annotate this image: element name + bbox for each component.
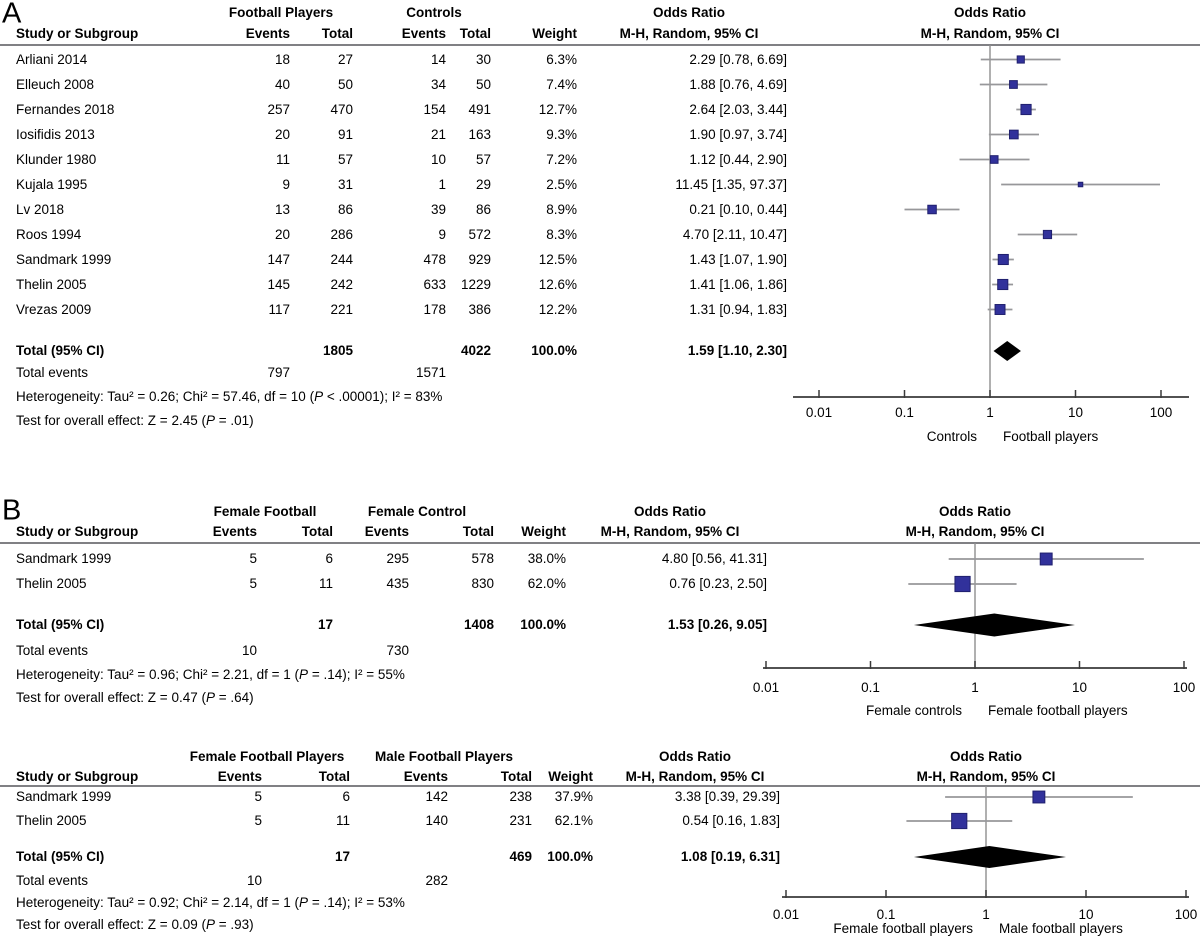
total-weight: 100.0% [520, 617, 566, 633]
col-events2-header: Events [403, 769, 448, 785]
plot-method-header: M-H, Random, 95% CI [920, 26, 1060, 42]
g2-events: 142 [425, 789, 448, 805]
effect-square [1043, 230, 1051, 238]
g1-total: 11 [318, 576, 333, 592]
col-total2-header: Total [500, 769, 532, 785]
effect-square [1040, 553, 1052, 565]
total-events-g1: 797 [267, 365, 290, 381]
heterogeneity-text: Heterogeneity: Tau² = 0.26; Chi² = 57.46, df = 10 (P < .00001); I² = 83% [16, 389, 443, 405]
group2-header: Female Control [367, 504, 467, 520]
total-label: Total (95% CI) [16, 617, 105, 633]
plot-method-header: M-H, Random, 95% CI [916, 769, 1056, 785]
study-name: Thelin 2005 [16, 276, 87, 292]
study-name: Elleuch 2008 [16, 76, 95, 92]
g1-total: 242 [330, 276, 353, 292]
weight: 8.3% [546, 226, 577, 242]
g2-events: 1 [438, 176, 446, 192]
g1-events: 5 [254, 789, 262, 805]
total-g2: 469 [509, 849, 532, 865]
weight: 37.9% [554, 789, 593, 805]
col-method-header: M-H, Random, 95% CI [600, 524, 740, 540]
axis-tick-label: 100 [1172, 680, 1196, 695]
total-weight: 100.0% [547, 849, 593, 865]
g1-events: 18 [274, 51, 290, 67]
forest-panel-b2 [0, 733, 1200, 938]
col-method-header: M-H, Random, 95% CI [625, 769, 765, 785]
col-events1-header: Events [212, 524, 257, 540]
plot-method-header: M-H, Random, 95% CI [905, 524, 1045, 540]
g1-total: 11 [335, 813, 350, 829]
forest-panel-b1 [0, 490, 1200, 720]
col-total1-header: Total [318, 769, 350, 785]
g2-total: 491 [468, 101, 491, 117]
g1-total: 470 [330, 101, 353, 117]
header-rule [0, 785, 1200, 787]
effect-square [1010, 81, 1018, 89]
or-ci-text: 4.80 [0.56, 41.31] [661, 551, 767, 567]
axis-label-right: Female football players [988, 703, 1128, 718]
col-events1-header: Events [217, 769, 262, 785]
g2-total: 929 [468, 251, 491, 267]
g2-total: 50 [475, 76, 491, 92]
study-name: Roos 1994 [16, 226, 82, 242]
weight: 62.0% [527, 576, 566, 592]
or-ci-text: 1.31 [0.94, 1.83] [689, 301, 787, 317]
col-events2-header: Events [401, 26, 446, 42]
g2-total: 163 [468, 126, 491, 142]
weight: 2.5% [546, 176, 577, 192]
axis-tick-label: 1 [986, 405, 994, 420]
heterogeneity-text: Heterogeneity: Tau² = 0.92; Chi² = 2.14, df = 1 (P = .14); I² = 53% [16, 895, 405, 911]
g1-total: 31 [337, 176, 353, 192]
g1-events: 117 [268, 301, 290, 317]
col-study-header: Study or Subgroup [16, 26, 139, 42]
or-ci-text: 1.41 [1.06, 1.86] [689, 276, 787, 292]
total-events-label: Total events [16, 365, 89, 381]
or-ci-text: 0.21 [0.10, 0.44] [689, 201, 787, 217]
total-diamond [914, 846, 1066, 868]
study-name: Klunder 1980 [16, 151, 97, 167]
total-or-ci-text: 1.59 [1.10, 2.30] [687, 343, 787, 359]
axis-tick-label: 10 [1078, 907, 1094, 922]
total-g1: 17 [317, 617, 333, 633]
g2-events: 39 [430, 201, 446, 217]
col-method-header: M-H, Random, 95% CI [619, 26, 759, 42]
g2-total: 86 [475, 201, 491, 217]
g1-events: 5 [249, 551, 257, 567]
g2-events: 435 [386, 576, 409, 592]
g2-events: 295 [386, 551, 409, 567]
g2-total: 386 [468, 301, 491, 317]
weight: 12.5% [538, 251, 577, 267]
g2-total: 231 [509, 813, 532, 829]
axis-tick-label: 0.1 [895, 405, 914, 420]
or-ci-text: 2.29 [0.78, 6.69] [689, 51, 787, 67]
study-name: Kujala 1995 [16, 176, 88, 192]
weight: 12.2% [538, 301, 577, 317]
axis-label-left: Female controls [865, 703, 962, 718]
col-events1-header: Events [245, 26, 290, 42]
col-total2-header: Total [462, 524, 494, 540]
effect-square [998, 254, 1008, 264]
g2-events: 140 [425, 813, 448, 829]
col-weight-header: Weight [521, 524, 566, 540]
g1-events: 11 [275, 151, 290, 167]
g1-events: 5 [249, 576, 257, 592]
or-ci-text: 0.54 [0.16, 1.83] [682, 813, 780, 829]
total-weight: 100.0% [531, 343, 577, 359]
weight: 7.2% [546, 151, 577, 167]
g2-events: 14 [430, 51, 446, 67]
study-name: Sandmark 1999 [16, 789, 112, 805]
odds-ratio-header: Odds Ratio [633, 504, 707, 520]
total-label: Total (95% CI) [16, 849, 105, 865]
total-diamond [994, 341, 1021, 361]
effect-square [1021, 104, 1031, 114]
group1-header: Football Players [228, 5, 334, 21]
forest-panel-a [0, 0, 1200, 462]
axis-label-left: Controls [926, 429, 977, 444]
axis-tick-label: 0.01 [805, 405, 833, 420]
or-ci-text: 1.88 [0.76, 4.69] [689, 76, 787, 92]
col-total1-header: Total [301, 524, 333, 540]
g1-events: 20 [274, 126, 290, 142]
g1-total: 221 [330, 301, 353, 317]
total-diamond [914, 614, 1075, 637]
or-ci-text: 2.64 [2.03, 3.44] [689, 101, 787, 117]
plot-odds-ratio-header: Odds Ratio [938, 504, 1012, 520]
g1-events: 9 [282, 176, 290, 192]
axis-label-left: Female football players [833, 921, 973, 936]
total-events-g2: 730 [386, 643, 409, 659]
g1-events: 257 [267, 101, 290, 117]
effect-square [998, 279, 1008, 289]
or-ci-text: 4.70 [2.11, 10.47] [682, 226, 787, 242]
g1-total: 27 [337, 51, 353, 67]
g2-events: 178 [423, 301, 446, 317]
total-events-g1: 10 [246, 873, 262, 889]
axis-tick-label: 10 [1071, 680, 1088, 695]
effect-square [1009, 130, 1018, 139]
plot-odds-ratio-header: Odds Ratio [949, 749, 1023, 765]
study-name: Thelin 2005 [16, 576, 87, 592]
total-events-g2: 1571 [415, 365, 446, 381]
total-events-g1: 10 [241, 643, 257, 659]
group2-header: Controls [406, 5, 462, 21]
g1-total: 244 [330, 251, 353, 267]
study-name: Arliani 2014 [16, 51, 88, 67]
effect-square [1033, 791, 1045, 803]
g2-events: 34 [430, 76, 446, 92]
g2-total: 57 [475, 151, 491, 167]
effect-square [952, 813, 967, 828]
effect-square [928, 205, 937, 214]
weight: 12.7% [538, 101, 577, 117]
overall-effect-text: Test for overall effect: Z = 2.45 (P = .01) [16, 413, 254, 429]
g1-total: 6 [325, 551, 333, 567]
g2-total: 830 [471, 576, 494, 592]
study-name: Sandmark 1999 [16, 551, 112, 567]
g2-total: 238 [509, 789, 532, 805]
group2-header: Male Football Players [374, 749, 514, 765]
g1-events: 147 [267, 251, 290, 267]
total-events-label: Total events [16, 643, 89, 659]
g2-total: 572 [468, 226, 491, 242]
g1-events: 145 [267, 276, 290, 292]
or-ci-text: 0.76 [0.23, 2.50] [669, 576, 767, 592]
weight: 38.0% [527, 551, 566, 567]
axis-tick-label: 1 [982, 907, 990, 922]
axis-label-right: Football players [1003, 429, 1099, 444]
study-name: Sandmark 1999 [16, 251, 112, 267]
total-events-g2: 282 [425, 873, 448, 889]
effect-square [1078, 182, 1083, 187]
effect-square [955, 576, 970, 591]
g1-total: 86 [337, 201, 353, 217]
col-weight-header: Weight [532, 26, 577, 42]
or-ci-text: 11.45 [1.35, 97.37] [675, 176, 787, 192]
panel-label-b: B [2, 494, 22, 527]
or-ci-text: 1.43 [1.07, 1.90] [689, 251, 787, 267]
total-g2: 1408 [463, 617, 494, 633]
col-total2-header: Total [459, 26, 491, 42]
total-events-label: Total events [16, 873, 89, 889]
weight: 6.3% [546, 51, 577, 67]
panel-label-a: A [2, 0, 22, 30]
g2-events: 10 [430, 151, 446, 167]
axis-tick-label: 0.1 [876, 907, 896, 922]
g1-total: 57 [337, 151, 353, 167]
effect-square [1017, 56, 1024, 63]
overall-effect-text: Test for overall effect: Z = 0.09 (P = .93) [16, 917, 254, 933]
g2-events: 478 [423, 251, 446, 267]
header-rule [0, 542, 1200, 544]
group1-header: Female Football [213, 504, 317, 520]
or-ci-text: 1.12 [0.44, 2.90] [689, 151, 787, 167]
g1-total: 91 [337, 126, 353, 142]
g1-events: 5 [254, 813, 262, 829]
g2-events: 154 [423, 101, 446, 117]
g1-total: 286 [330, 226, 353, 242]
col-study-header: Study or Subgroup [16, 524, 139, 540]
col-events2-header: Events [364, 524, 409, 540]
weight: 9.3% [546, 126, 577, 142]
g2-events: 9 [438, 226, 446, 242]
g1-total: 50 [337, 76, 353, 92]
study-name: Vrezas 2009 [16, 301, 92, 317]
axis-label-right: Male football players [999, 921, 1123, 936]
weight: 62.1% [554, 813, 593, 829]
weight: 7.4% [546, 76, 577, 92]
weight: 8.9% [546, 201, 577, 217]
axis-tick-label: 100 [1149, 405, 1173, 420]
axis-tick-label: 0.01 [752, 680, 780, 695]
heterogeneity-text: Heterogeneity: Tau² = 0.96; Chi² = 2.21, df = 1 (P = .14); I² = 55% [16, 667, 405, 683]
plot-odds-ratio-header: Odds Ratio [953, 5, 1027, 21]
total-g2: 4022 [460, 343, 491, 359]
axis-tick-label: 1 [971, 680, 979, 695]
study-name: Iosifidis 2013 [16, 126, 95, 142]
g2-events: 21 [430, 126, 446, 142]
g2-total: 1229 [460, 276, 491, 292]
g2-total: 29 [475, 176, 491, 192]
g1-events: 13 [274, 201, 290, 217]
total-or-ci-text: 1.08 [0.19, 6.31] [680, 849, 780, 865]
or-ci-text: 3.38 [0.39, 29.39] [674, 789, 780, 805]
total-or-ci-text: 1.53 [0.26, 9.05] [667, 617, 767, 633]
axis-tick-label: 0.01 [772, 907, 800, 922]
or-ci-text: 1.90 [0.97, 3.74] [689, 126, 787, 142]
g2-total: 30 [475, 51, 491, 67]
col-study-header: Study or Subgroup [16, 769, 139, 785]
g2-total: 578 [471, 551, 494, 567]
axis-tick-label: 0.1 [861, 680, 880, 695]
study-name: Fernandes 2018 [16, 101, 115, 117]
group1-header: Female Football Players [189, 749, 345, 765]
g1-events: 40 [274, 76, 290, 92]
col-weight-header: Weight [548, 769, 593, 785]
total-g1: 1805 [322, 343, 353, 359]
study-name: Lv 2018 [16, 201, 65, 217]
col-total1-header: Total [321, 26, 353, 42]
weight: 12.6% [538, 276, 577, 292]
total-g1: 17 [334, 849, 350, 865]
study-name: Thelin 2005 [16, 813, 87, 829]
g1-events: 20 [274, 226, 290, 242]
g1-total: 6 [342, 789, 350, 805]
odds-ratio-header: Odds Ratio [658, 749, 732, 765]
effect-square [995, 305, 1005, 315]
effect-square [990, 156, 998, 164]
g2-events: 633 [423, 276, 446, 292]
overall-effect-text: Test for overall effect: Z = 0.47 (P = .64) [16, 690, 254, 706]
header-rule [0, 44, 1200, 46]
axis-tick-label: 10 [1067, 405, 1084, 420]
total-label: Total (95% CI) [16, 343, 105, 359]
axis-tick-label: 100 [1174, 907, 1198, 922]
odds-ratio-header: Odds Ratio [652, 5, 726, 21]
